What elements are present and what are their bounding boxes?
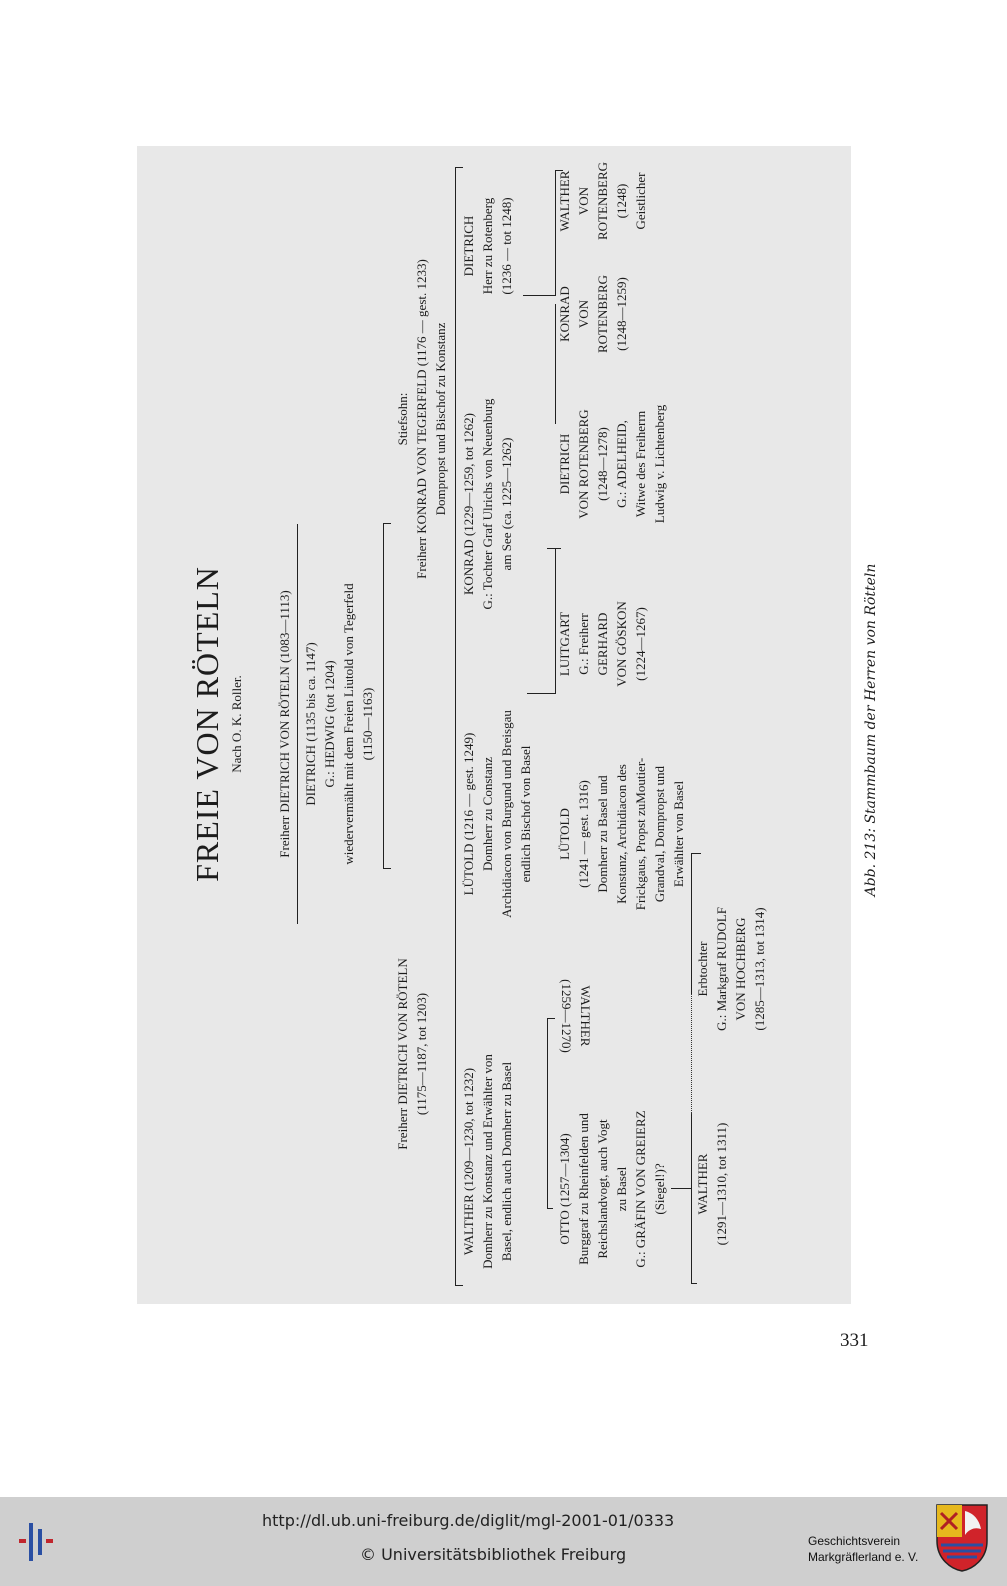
coat-of-arms-icon: [935, 1503, 989, 1573]
scanned-page-area: [137, 146, 851, 1304]
figure-caption: Abb. 213: Stammbaum der Herren von Rötteln: [863, 563, 879, 897]
person-konrad-rotenberg: KONRAD VON ROTENBERG (1248—1259): [557, 275, 629, 353]
person-konrad-1229: KONRAD (1229—1259, tot 1262) G.: Tochter Graf Ulrichs von Neuenburg am See (ca. 1225—1262): [461, 398, 514, 610]
person-otto: OTTO (1257—1304) Burggraf zu Rheinfelden und Reichslandvogt, auch Vogt zu Basel G.: GRÄFIN VON GREIERZ (Siegel!)?: [557, 1110, 667, 1268]
page-number: 331: [840, 1330, 869, 1351]
person-lutold-1241: LÜTOLD (1241 — gest. 1316) Domherr zu Basel und Konstanz, Archidiacon des Frickgaus, Propst zuMoutier- Grandval, Dompropst und Erwählter von Basel: [557, 757, 686, 911]
copyright-text: © Universitätsbibliothek Freiburg: [360, 1545, 627, 1564]
person-dietrich-1083: Freiherr DIETRICH VON RÖTELN (1083—1113): [277, 590, 292, 858]
family-tree: [137, 146, 851, 1304]
society-name: Geschichtsverein Markgräflerland e. V.: [808, 1534, 919, 1564]
university-library-logo-icon: [16, 1517, 66, 1567]
person-walther-1291: WALTHER (1291—1310, tot 1311): [695, 1122, 729, 1246]
person-walther-1259: WALTHER (1259—1270): [559, 979, 593, 1053]
document-url-link[interactable]: http://dl.ub.uni-freiburg.de/diglit/mgl-2001-01/0333: [262, 1511, 675, 1530]
person-walther-rotenberg: WALTHER VON ROTENBERG (1248) Geistlicher: [557, 162, 648, 240]
person-konrad-tegerfeld: Stiefsohn: Freiherr KONRAD VON TEGERFELD (1176 — gest. 1233) Dompropst und Bischof zu Konstanz: [395, 259, 448, 579]
person-walther-1209: WALTHER (1209—1230, tot 1232) Domherr zu Konstanz und Erwählter von Basel, endlich auch Domherr zu Basel: [461, 1054, 514, 1269]
person-dietrich-1248: DIETRICH VON ROTENBERG (1248—1278) G.: ADELHEID, Witwe des Freiherrn Ludwig v. Lichtenberg: [557, 404, 667, 524]
person-dietrich-1135: DIETRICH (1135 bis ca. 1147) G.: HEDWIG (tot 1204) wiedervermählt mit dem Freien Liutold von Tegerfeld (1150—1163): [303, 583, 375, 865]
footer-bar: [0, 1497, 1007, 1586]
tree-subtitle: Nach O. K. Roller.: [229, 675, 244, 773]
tree-title: FREIE VON RÖTELN: [189, 566, 225, 882]
person-erbtochter: Erbtochter G.: Markgraf RUDOLF VON HOCHBERG (1285—1313, tot 1314): [695, 907, 767, 1031]
person-luitgart: LUITGART G.: Freiherr GERHARD VON GÖSKON (1224—1267): [557, 601, 648, 687]
person-dietrich-1175: Freiherr DIETRICH VON RÖTELN (1175—1187, tot 1203): [395, 958, 429, 1150]
person-lutold-1216: LÜTOLD (1216 — gest. 1249) Domherr zu Constanz Archidiacon von Burgund und Breisgau endlich Bischof von Basel: [461, 710, 533, 918]
person-dietrich-1236: DIETRICH Herr zu Rotenberg (1236 — tot 1248): [461, 197, 514, 295]
